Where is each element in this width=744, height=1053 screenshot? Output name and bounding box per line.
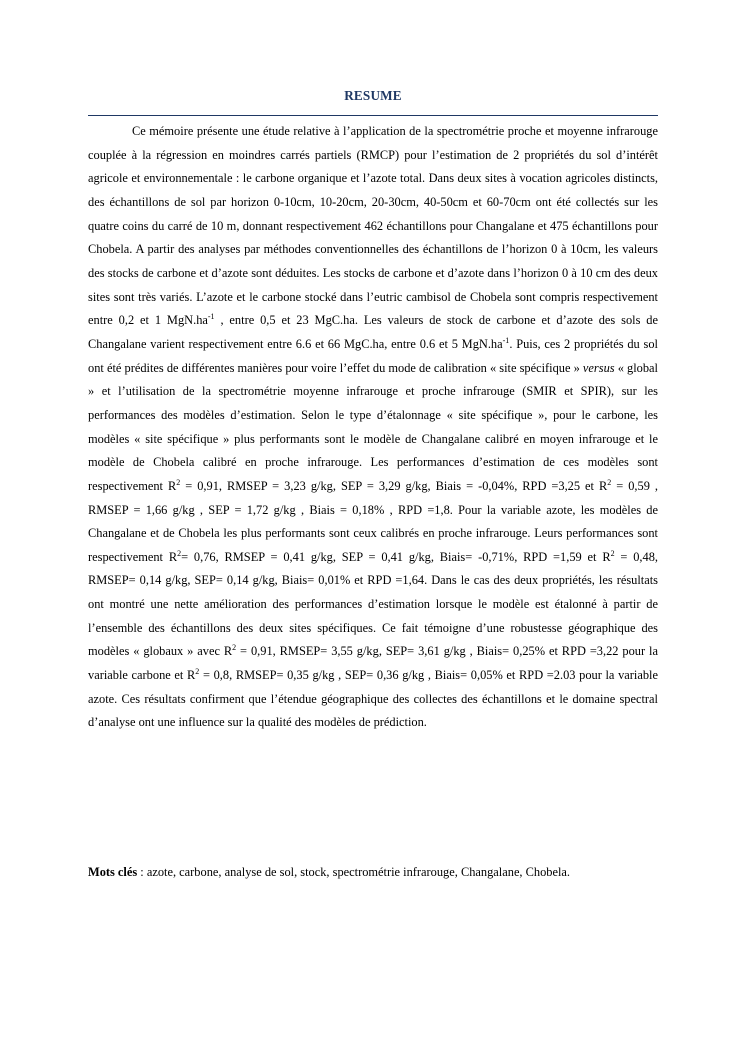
italic-term: versus xyxy=(582,360,615,375)
abstract-text: = 0,76, RMSEP = 0,41 g/kg, SEP = 0,41 g/kg, Biais= -0,71%, RPD =1,59 et R xyxy=(181,549,611,564)
abstract-text: = 0,8, RMSEP= 0,35 g/kg , SEP= 0,36 g/kg , Biais= 0,05% et RPD =2.03 pour la variable azote. Ces résultats confirment que l’étendue géographique des collectes des échantillons et le domaine spectral d’analyse ont une influence sur la qualité des modèles de prédiction. xyxy=(88,668,658,730)
superscript: 2 xyxy=(177,548,182,558)
abstract-text: = 0,91, RMSEP= 3,55 g/kg, SEP= 3,61 g/kg , Biais= 0,25% et RPD =3,22 pour la variable carbone et R xyxy=(88,644,658,683)
title-divider xyxy=(88,115,658,116)
keywords-label: Mots clés xyxy=(88,865,138,879)
abstract-text: = 0,59 , RMSEP = 1,66 g/kg , SEP = 1,72 g/kg , Biais = 0,18% , RPD =1,8. Pour la variable azote, les modèles de Changalane et de Chobela les plus performants sont ceux calibrés en proche infrarouge. Leurs performances sont respectivement R xyxy=(88,478,659,564)
superscript: 2 xyxy=(195,667,200,677)
abstract-paragraph xyxy=(88,120,658,735)
superscript: 2 xyxy=(610,548,615,558)
keywords-line xyxy=(88,862,658,882)
abstract-text: = 0,91, RMSEP = 3,23 g/kg, SEP = 3,29 g/kg, Biais = -0,04%, RPD =3,25 et R xyxy=(180,478,608,493)
superscript: -1 xyxy=(502,335,510,345)
abstract-text: , entre 0,5 et 23 MgC.ha. Les valeurs de stock de carbone et d’azote des sols de Changalane varient respectivement entre 6.6 et 66 MgC.ha, entre 0.6 et 5 MgN.ha xyxy=(88,313,658,351)
abstract-text: Ce mémoire présente une étude relative à l’application de la spectrométrie proche et moyenne infrarouge couplée à la régression en moindres carrés partiels (RMCP) pour l’estimation de 2 propriétés du sol d’intérêt agricole et environnementale : le carbone organique et l’azote total. Dans deux sites à vocation agricoles distincts, des échantillons de sol par horizon 0-10cm, 10-20cm, 20-30cm, 40-50cm et 60-70cm ont été collectés sur les quatre coins du carré de 10 m, donnant respectivement 462 échantillons pour Changalane et 475 échantillons pour Chobela. A partir des analyses par méthodes conventionnelles des échantillons de l’horizon 0 à 10cm, les valeurs des stocks de carbone et d’azote sont déduites. Les stocks de carbone et d’azote dans l’horizon 0 à 10 cm des deux sites sont très variés. L’azote et le carbone stocké dans l’eutric cambisol de Chobela sont compris respectivement entre 0,2 et 1 MgN.ha xyxy=(88,124,658,328)
superscript: -1 xyxy=(207,312,215,322)
abstract-text: = 0,48, RMSEP= 0,14 g/kg, SEP= 0,14 g/kg, Biais= 0,01% et RPD =1,64. Dans le cas des deux propriétés, les résultats ont montré une nette amélioration des performances d’estimation lorsque le modèle est étalonné à partir de l’ensemble des échantillons des deux sites spécifiques. Ce fait témoigne d’une robustesse géographique des modèles « globaux » avec R xyxy=(88,549,659,659)
page-title: RESUME xyxy=(344,88,402,103)
superscript: 2 xyxy=(607,477,612,487)
abstract-text: « global » et l’utilisation de la spectrométrie moyenne infrarouge et proche infrarouge (SMIR et SPIR), sur les performances des modèles d’estimation. Selon le type d’étalonnage « site spécifique », pour le carbone, les modèles « site spécifique » plus performants sont le modèle de Changalane calibré en moyen infrarouge et le modèle de Chobela calibré en proche infrarouge. Les performances d’estimation de ces modèles sont respectivement R xyxy=(88,360,658,493)
keywords-text: : azote, carbone, analyse de sol, stock, spectrométrie infrarouge, Changalane, Chobela. xyxy=(137,865,571,879)
superscript: 2 xyxy=(176,477,181,487)
superscript: 2 xyxy=(232,643,237,653)
abstract-text: . Puis, ces 2 propriétés du sol ont été prédites de différentes manières pour voire l’effet du mode de calibration « site spécifique » xyxy=(88,336,658,375)
